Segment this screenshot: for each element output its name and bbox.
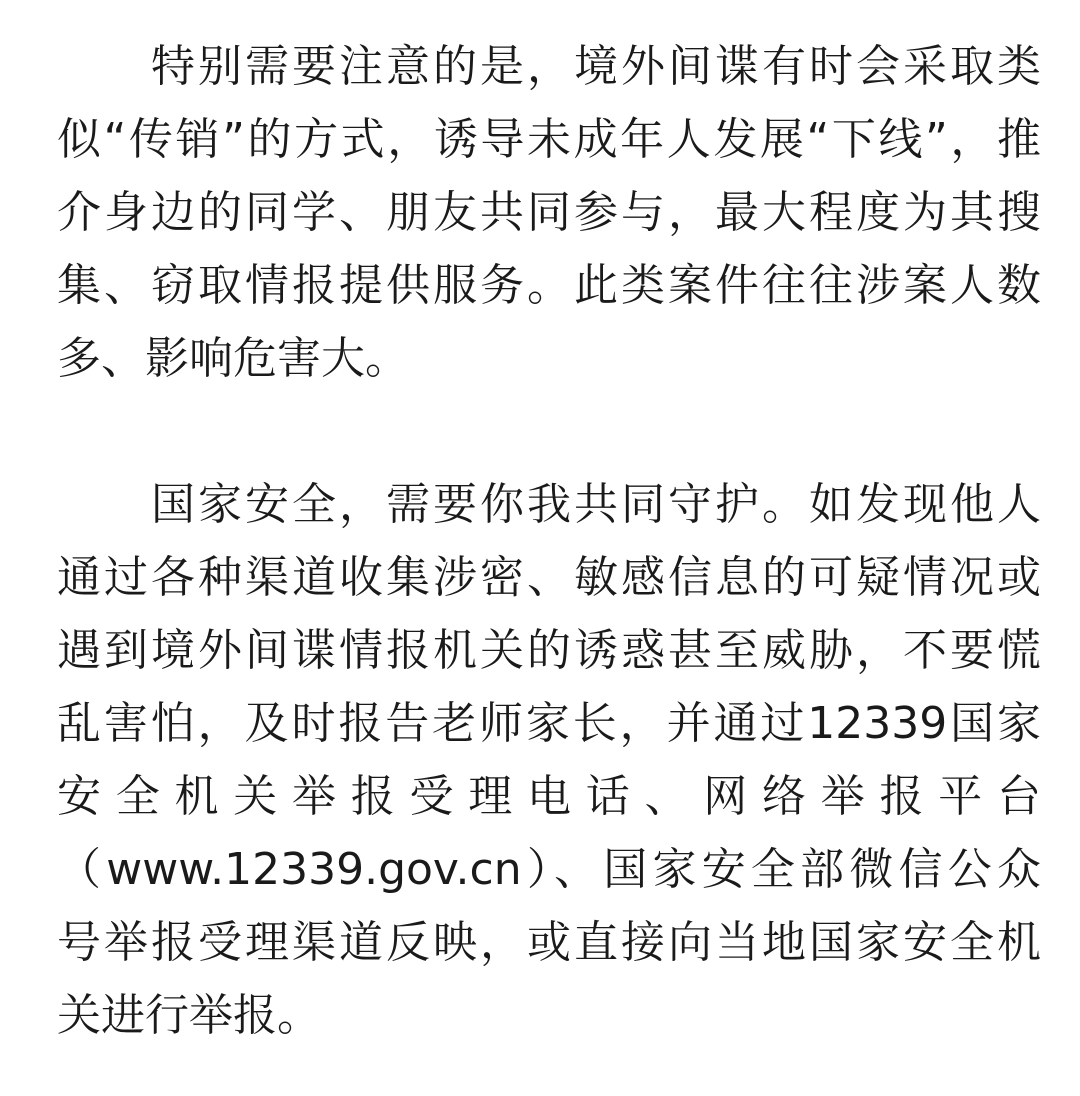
text-line: 国家安全，需要你我共同守护。如发现他人 [151,479,1041,530]
paragraph-report-guidance [57,468,1041,1052]
text-line: 安 全 机 关 举 报 受 理 电 话 、 网 络 举 报 平 台 [57,771,1041,822]
text-line: 多、影响危害大。 [57,333,409,384]
text-line: 号举报受理渠道反映，或直接向当地国家安全机 [57,917,1041,968]
text-line: 遇到境外间谍情报机关的诱惑甚至威胁，不要慌 [57,625,1041,676]
text-line: （www.12339.gov.cn）、国家安全部微信公众 [57,844,1041,895]
text-line: 乱害怕，及时报告老师家长，并通过12339国家 [57,698,1041,749]
text-line: 特别需要注意的是，境外间谍有时会采取类 [151,41,1041,92]
text-line: 通过各种渠道收集涉密、敏感信息的可疑情况或 [57,552,1041,603]
text-line: 似“传销”的方式，诱导未成年人发展“下线”，推 [57,114,1041,165]
text-line: 集、窃取情报提供服务。此类案件往往涉案人数 [57,260,1041,311]
article-body [57,30,1041,1052]
text-line: 介身边的同学、朋友共同参与，最大程度为其搜 [57,187,1041,238]
paragraph-espionage-warning [57,30,1041,395]
text-line: 关进行举报。 [57,990,321,1041]
